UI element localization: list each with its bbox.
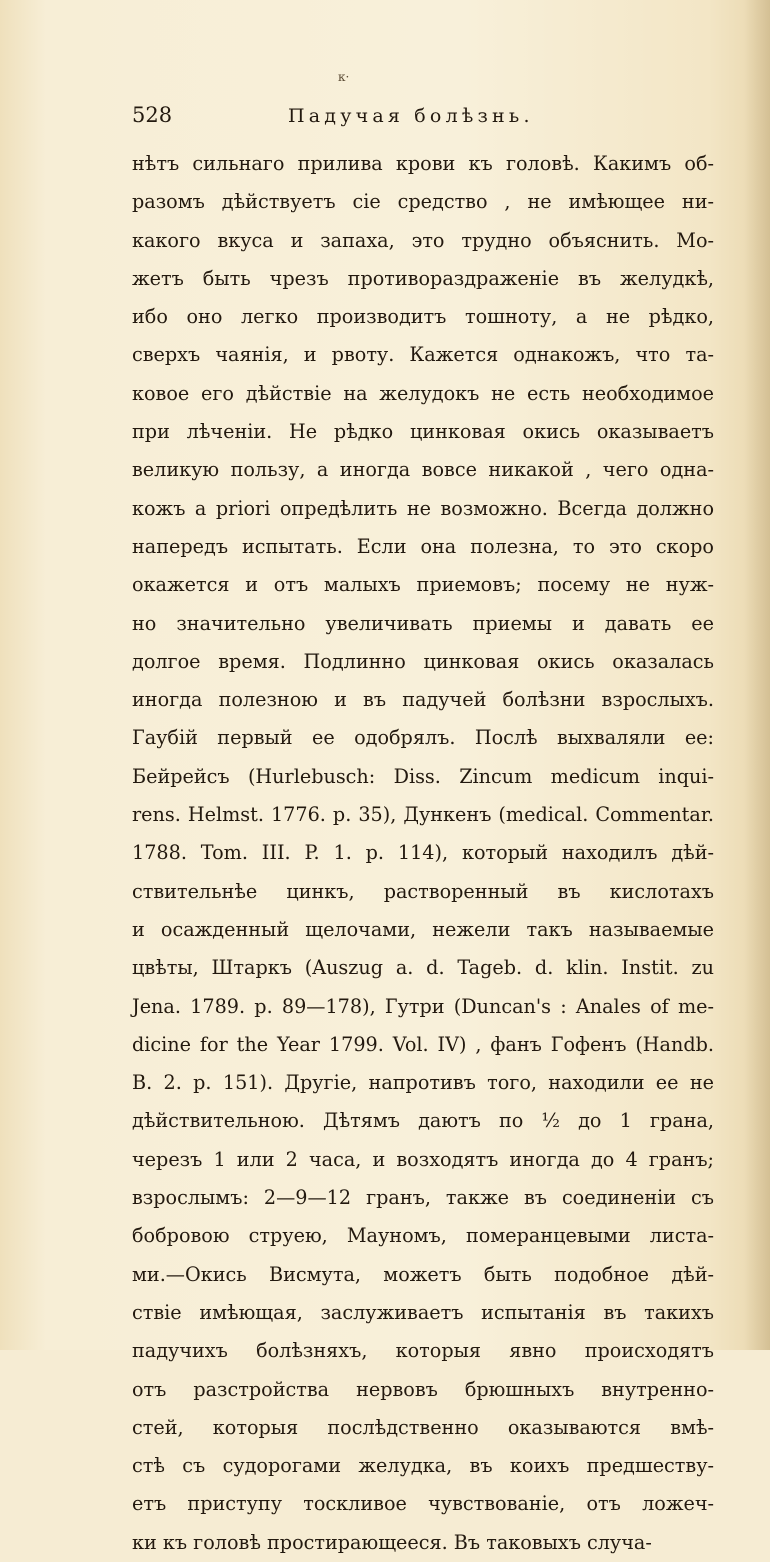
text-line: ствительнѣе цинкъ, растворенный въ кислотахъ: [132, 879, 714, 903]
page-number: 528: [132, 103, 173, 127]
text-line: стей, которыя послѣдственно оказываются вмѣ-: [132, 1415, 714, 1439]
text-line: етъ приступу тоскливое чувствованіе, отъ ложеч-: [132, 1492, 714, 1516]
running-title: Падучая болѣзнь.: [288, 105, 534, 127]
text-line: ствіе имѣющая, заслуживаетъ испытанія въ такихъ: [132, 1300, 714, 1324]
text-line: черезъ 1 или 2 часа, и возходятъ иногда до 4 гранъ;: [132, 1147, 714, 1171]
text-line: какого вкуса и запаха, это трудно объяснить. Мо-: [132, 228, 714, 252]
text-line: B. 2. p. 151). Другіе, напротивъ того, находили ее не: [132, 1071, 714, 1095]
text-line: ми.—Окись Висмута, можетъ быть подобное дѣй-: [132, 1262, 714, 1286]
text-line: Jena. 1789. p. 89—178), Гутри (Duncan's : Anales of me-: [132, 994, 714, 1018]
text-line: при лѣченіи. Не рѣдко цинковая окись оказываетъ: [132, 420, 714, 444]
page-edge-shadow: [744, 0, 770, 1350]
text-line: Бейрейсъ (Hurlebusch: Diss. Zincum medicum inqui-: [132, 764, 714, 788]
text-line: Гаубій первый ее одобрялъ. Послѣ выхваляли ее:: [132, 726, 714, 750]
text-line: бобровою струею, Мауномъ, померанцевыми листа-: [132, 1224, 714, 1248]
text-line: dicine for the Year 1799. Vol. IV) , фанъ Гофенъ (Handb.: [132, 1032, 714, 1056]
printer-mark: к·: [338, 70, 350, 84]
text-line: иногда полезною и въ падучей болѣзни взрослыхъ.: [132, 688, 714, 712]
text-line: но значительно увеличивать приемы и давать ее: [132, 611, 714, 635]
text-line: ибо оно легко производитъ тошноту, а не рѣдко,: [132, 305, 714, 329]
text-line: великую пользу, а иногда вовсе никакой , чего одна-: [132, 458, 714, 482]
text-line: стѣ съ судорогами желудка, въ коихъ предшеству-: [132, 1454, 714, 1478]
text-line: разомъ дѣйствуетъ сіе средство , не имѣющее ни-: [132, 190, 714, 214]
text-line: 1788. Tom. III. P. 1. p. 114), который находилъ дѣй-: [132, 841, 714, 865]
text-line: rens. Helmst. 1776. p. 35), Дункенъ (medical. Commentar.: [132, 803, 714, 827]
text-line: окажется и отъ малыхъ приемовъ; посему не нуж-: [132, 573, 714, 597]
text-line: отъ разстройства нервовъ брюшныхъ внутренно-: [132, 1377, 714, 1401]
text-line: и осажденный щелочами, нежели такъ называемые: [132, 917, 714, 941]
text-line: дѣйствительною. Дѣтямъ даютъ по ½ до 1 грана,: [132, 1109, 714, 1133]
text-line: падучихъ болѣзняхъ, которыя явно происходятъ: [132, 1339, 714, 1363]
text-line: цвѣты, Штаркъ (Auszug a. d. Tageb. d. klin. Instit. zu: [132, 956, 714, 980]
text-line: кожъ a priori опредѣлить не возможно. Всегда должно: [132, 496, 714, 520]
page-header: [132, 103, 722, 133]
text-line: жетъ быть чрезъ противораздраженіе въ желудкѣ,: [132, 266, 714, 290]
text-line: ковое его дѣйствіе на желудокъ не есть необходимое: [132, 381, 714, 405]
text-line: напередъ испытать. Если она полезна, то это скоро: [132, 534, 714, 558]
text-line: нѣтъ сильнаго прилива крови къ головѣ. Какимъ об-: [132, 152, 714, 175]
body-text: [132, 145, 714, 1562]
text-line: долгое время. Подлинно цинковая окись оказалась: [132, 649, 714, 673]
text-line: сверхъ чаянія, и рвоту. Кажется однакожъ, что та-: [132, 343, 714, 367]
text-line: ки къ головѣ простирающееся. Въ таковыхъ случа-: [132, 1530, 652, 1554]
text-line: взрослымъ: 2—9—12 гранъ, также въ соединеніи съ: [132, 1186, 714, 1210]
